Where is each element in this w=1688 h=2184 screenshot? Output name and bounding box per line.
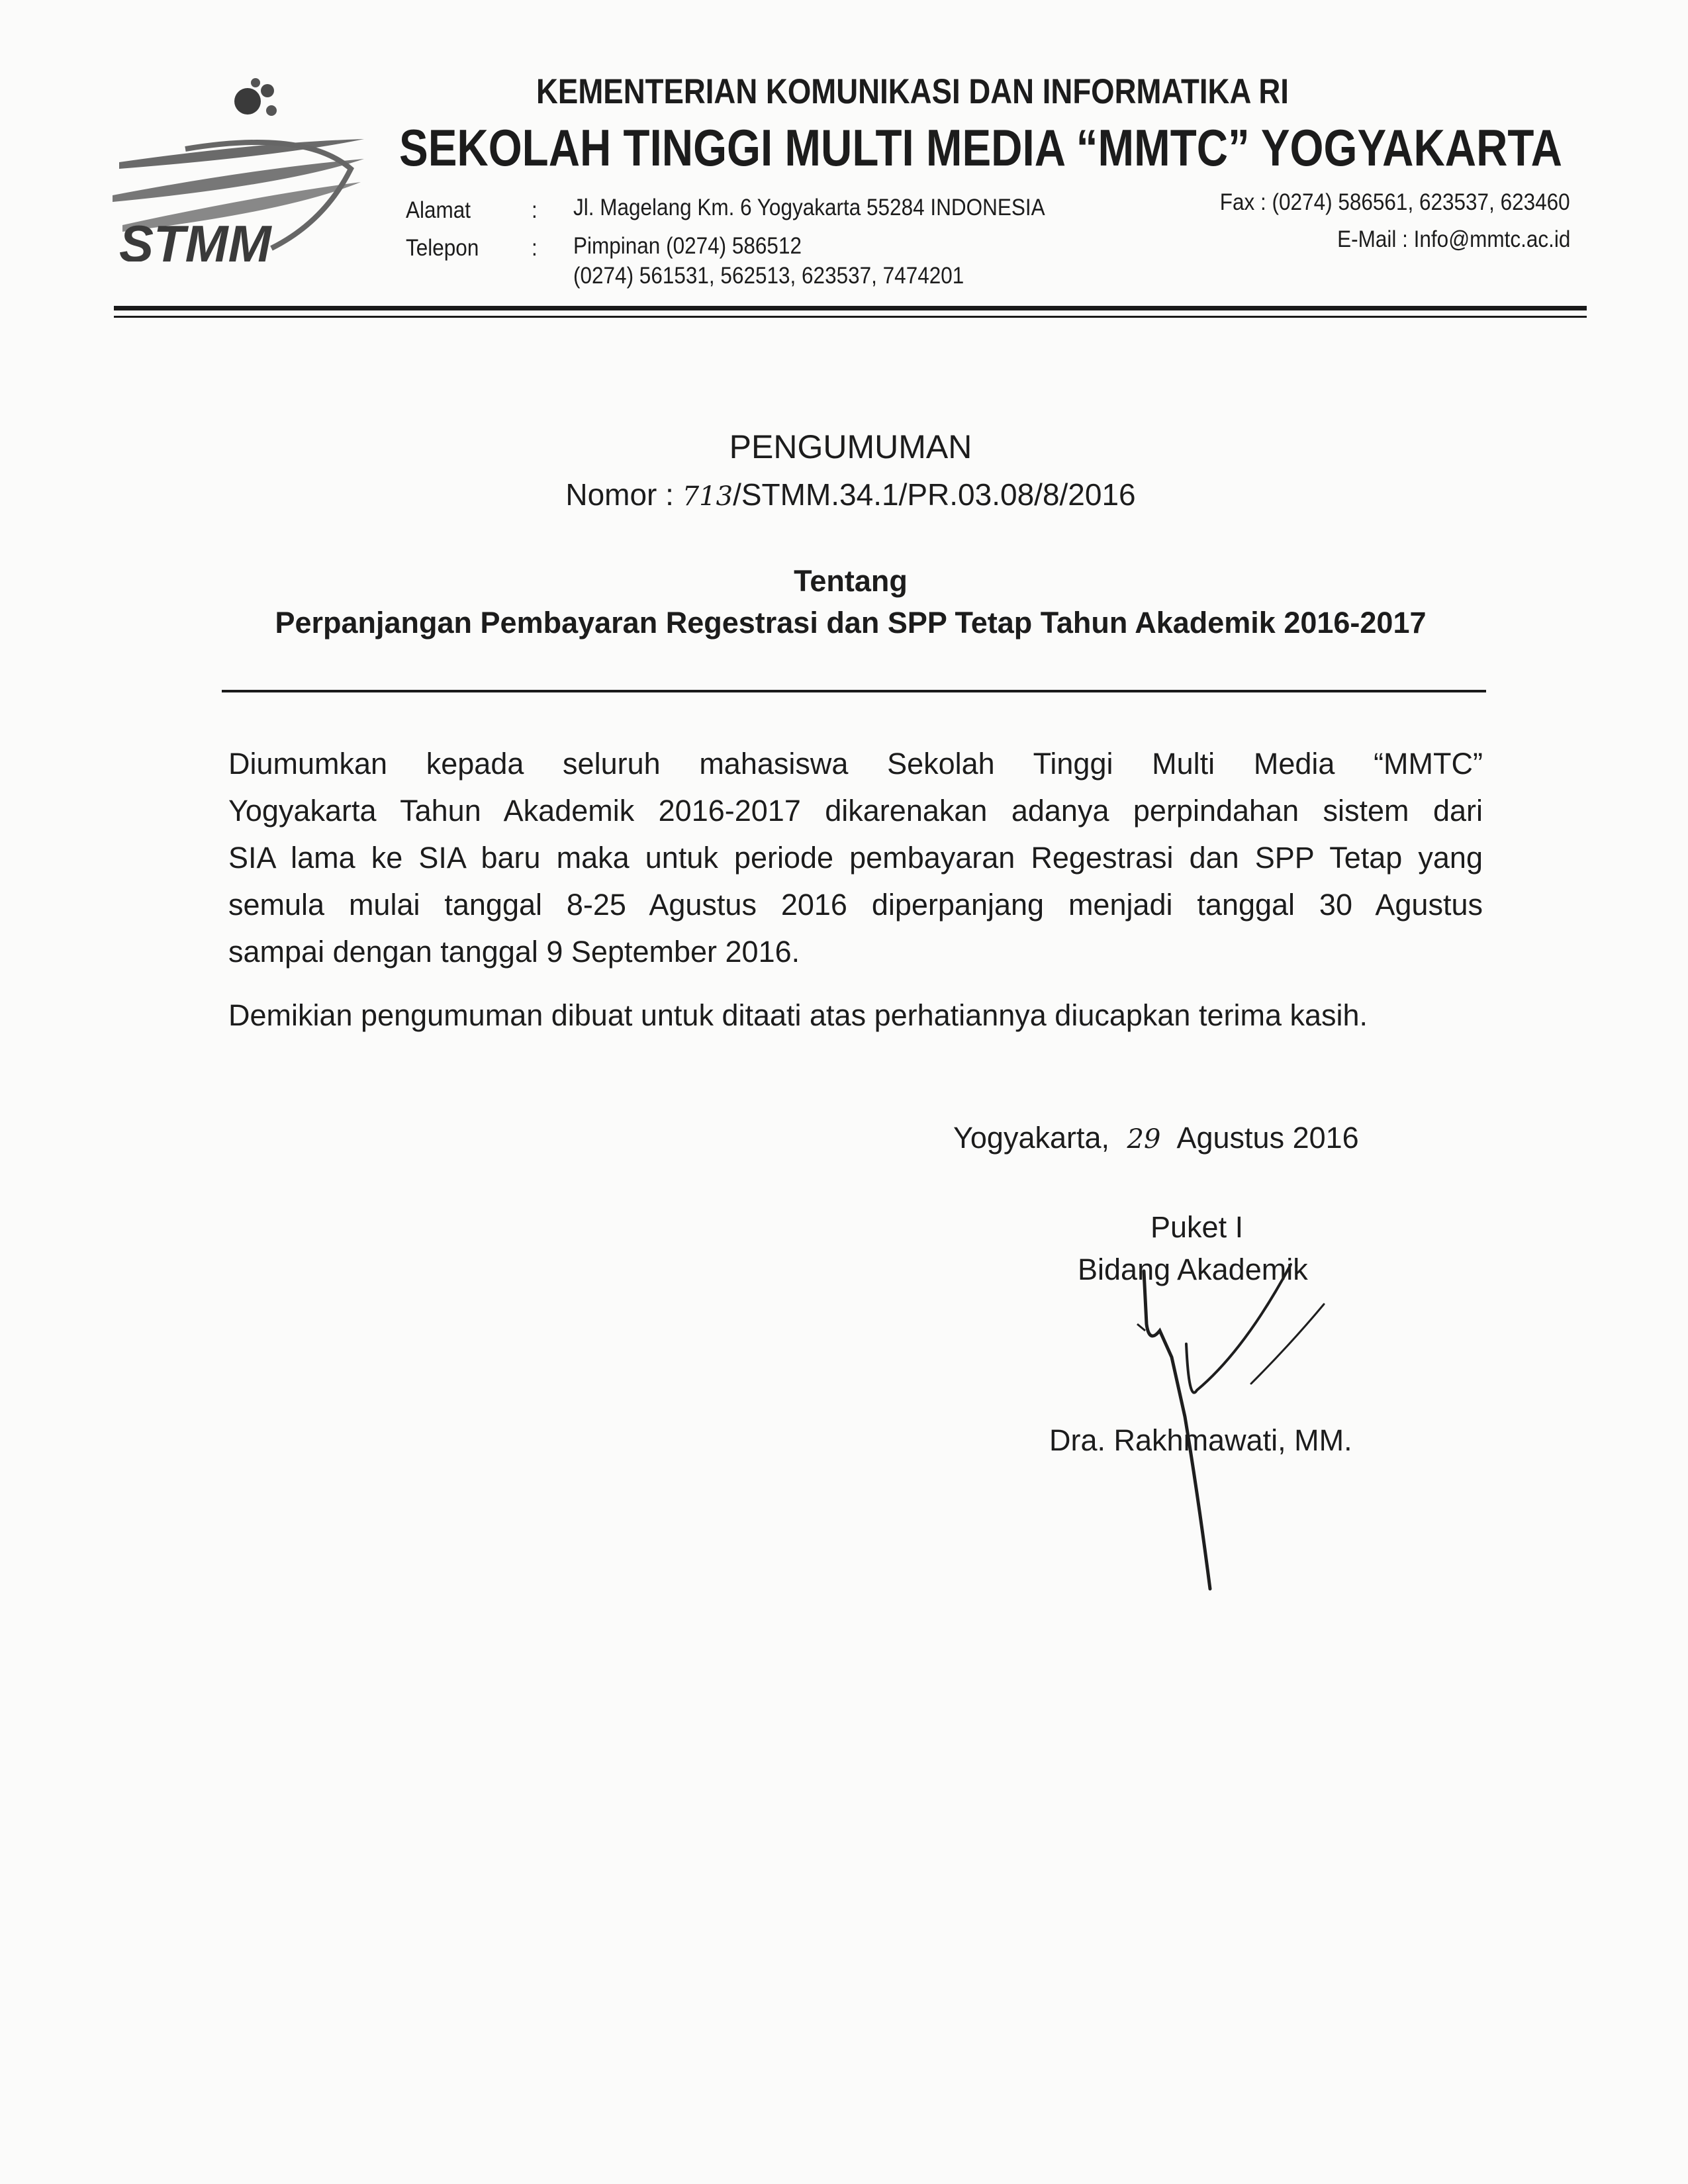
- stmm-logo: [106, 70, 371, 261]
- about-label: Tentang: [794, 564, 908, 598]
- address-label: Alamat: [406, 197, 471, 223]
- body-line: Yogyakarta Tahun Akademik 2016-2017 dikarenakan adanya perpindahan sistem dari: [228, 794, 1483, 828]
- announcement-title: PENGUMUMAN: [729, 428, 972, 465]
- phone-value-1: Pimpinan (0274) 586512: [573, 233, 802, 259]
- address-colon: :: [532, 197, 538, 223]
- signatory-position-2: Bidang Akademik: [1078, 1253, 1308, 1286]
- body-line: SIA lama ke SIA baru maka untuk periode pembayaran Regestrasi dan SPP Tetap yang: [228, 841, 1483, 875]
- logo-text: STMM: [119, 214, 271, 261]
- phone-label: Telepon: [406, 235, 479, 261]
- body-line: sampai dengan tanggal 9 September 2016.: [228, 935, 800, 969]
- ministry-name: KEMENTERIAN KOMUNIKASI DAN INFORMATIKA RI: [536, 72, 1289, 111]
- signatory-name: Dra. Rakhmawati, MM.: [1049, 1423, 1352, 1457]
- email-address: E-Mail : Info@mmtc.ac.id: [1336, 226, 1570, 252]
- phone-value-2: (0274) 561531, 562513, 623537, 7474201: [573, 263, 964, 289]
- body-line: Diumumkan kepada seluruh mahasiswa Sekolah Tinggi Multi Media “MMTC”: [228, 747, 1483, 781]
- body-line: semula mulai tanggal 8-25 Agustus 2016 diperpanjang menjadi tanggal 30 Agustus: [228, 888, 1483, 922]
- announcement-subject: Perpanjangan Pembayaran Regestrasi dan SPP Tetap Tahun Akademik 2016-2017: [275, 606, 1427, 640]
- signature-month-year: Agustus 2016: [1176, 1121, 1359, 1155]
- fax-number: Fax : (0274) 586561, 623537, 623460: [1220, 189, 1570, 215]
- subject-rule: [222, 690, 1486, 692]
- header-rule-thick: [114, 306, 1587, 310]
- signatory-position-1: Puket I: [1150, 1210, 1244, 1244]
- phone-colon: :: [532, 235, 538, 261]
- body-paragraph: [228, 740, 1483, 975]
- signature-day: 29: [1127, 1124, 1161, 1155]
- closing-sentence: Demikian pengumuman dibuat untuk ditaati atas perhatiannya diucapkan terima kasih.: [228, 998, 1368, 1032]
- signature-place: Yogyakarta,: [953, 1121, 1110, 1155]
- number-prefix: Nomor :: [565, 477, 674, 512]
- school-name: SEKOLAH TINGGI MULTI MEDIA “MMTC” YOGYAKARTA: [399, 119, 1562, 177]
- address-value: Jl. Magelang Km. 6 Yogyakarta 55284 INDONESIA: [573, 195, 1045, 220]
- announcement-number: [0, 477, 1688, 512]
- header-rule-thin: [114, 316, 1587, 318]
- number-suffix: /STMM.34.1/PR.03.08/8/2016: [733, 477, 1136, 512]
- handwritten-signature: [1125, 1245, 1350, 1602]
- number-handwritten: 713: [682, 481, 733, 512]
- signature-date: [953, 1121, 1359, 1155]
